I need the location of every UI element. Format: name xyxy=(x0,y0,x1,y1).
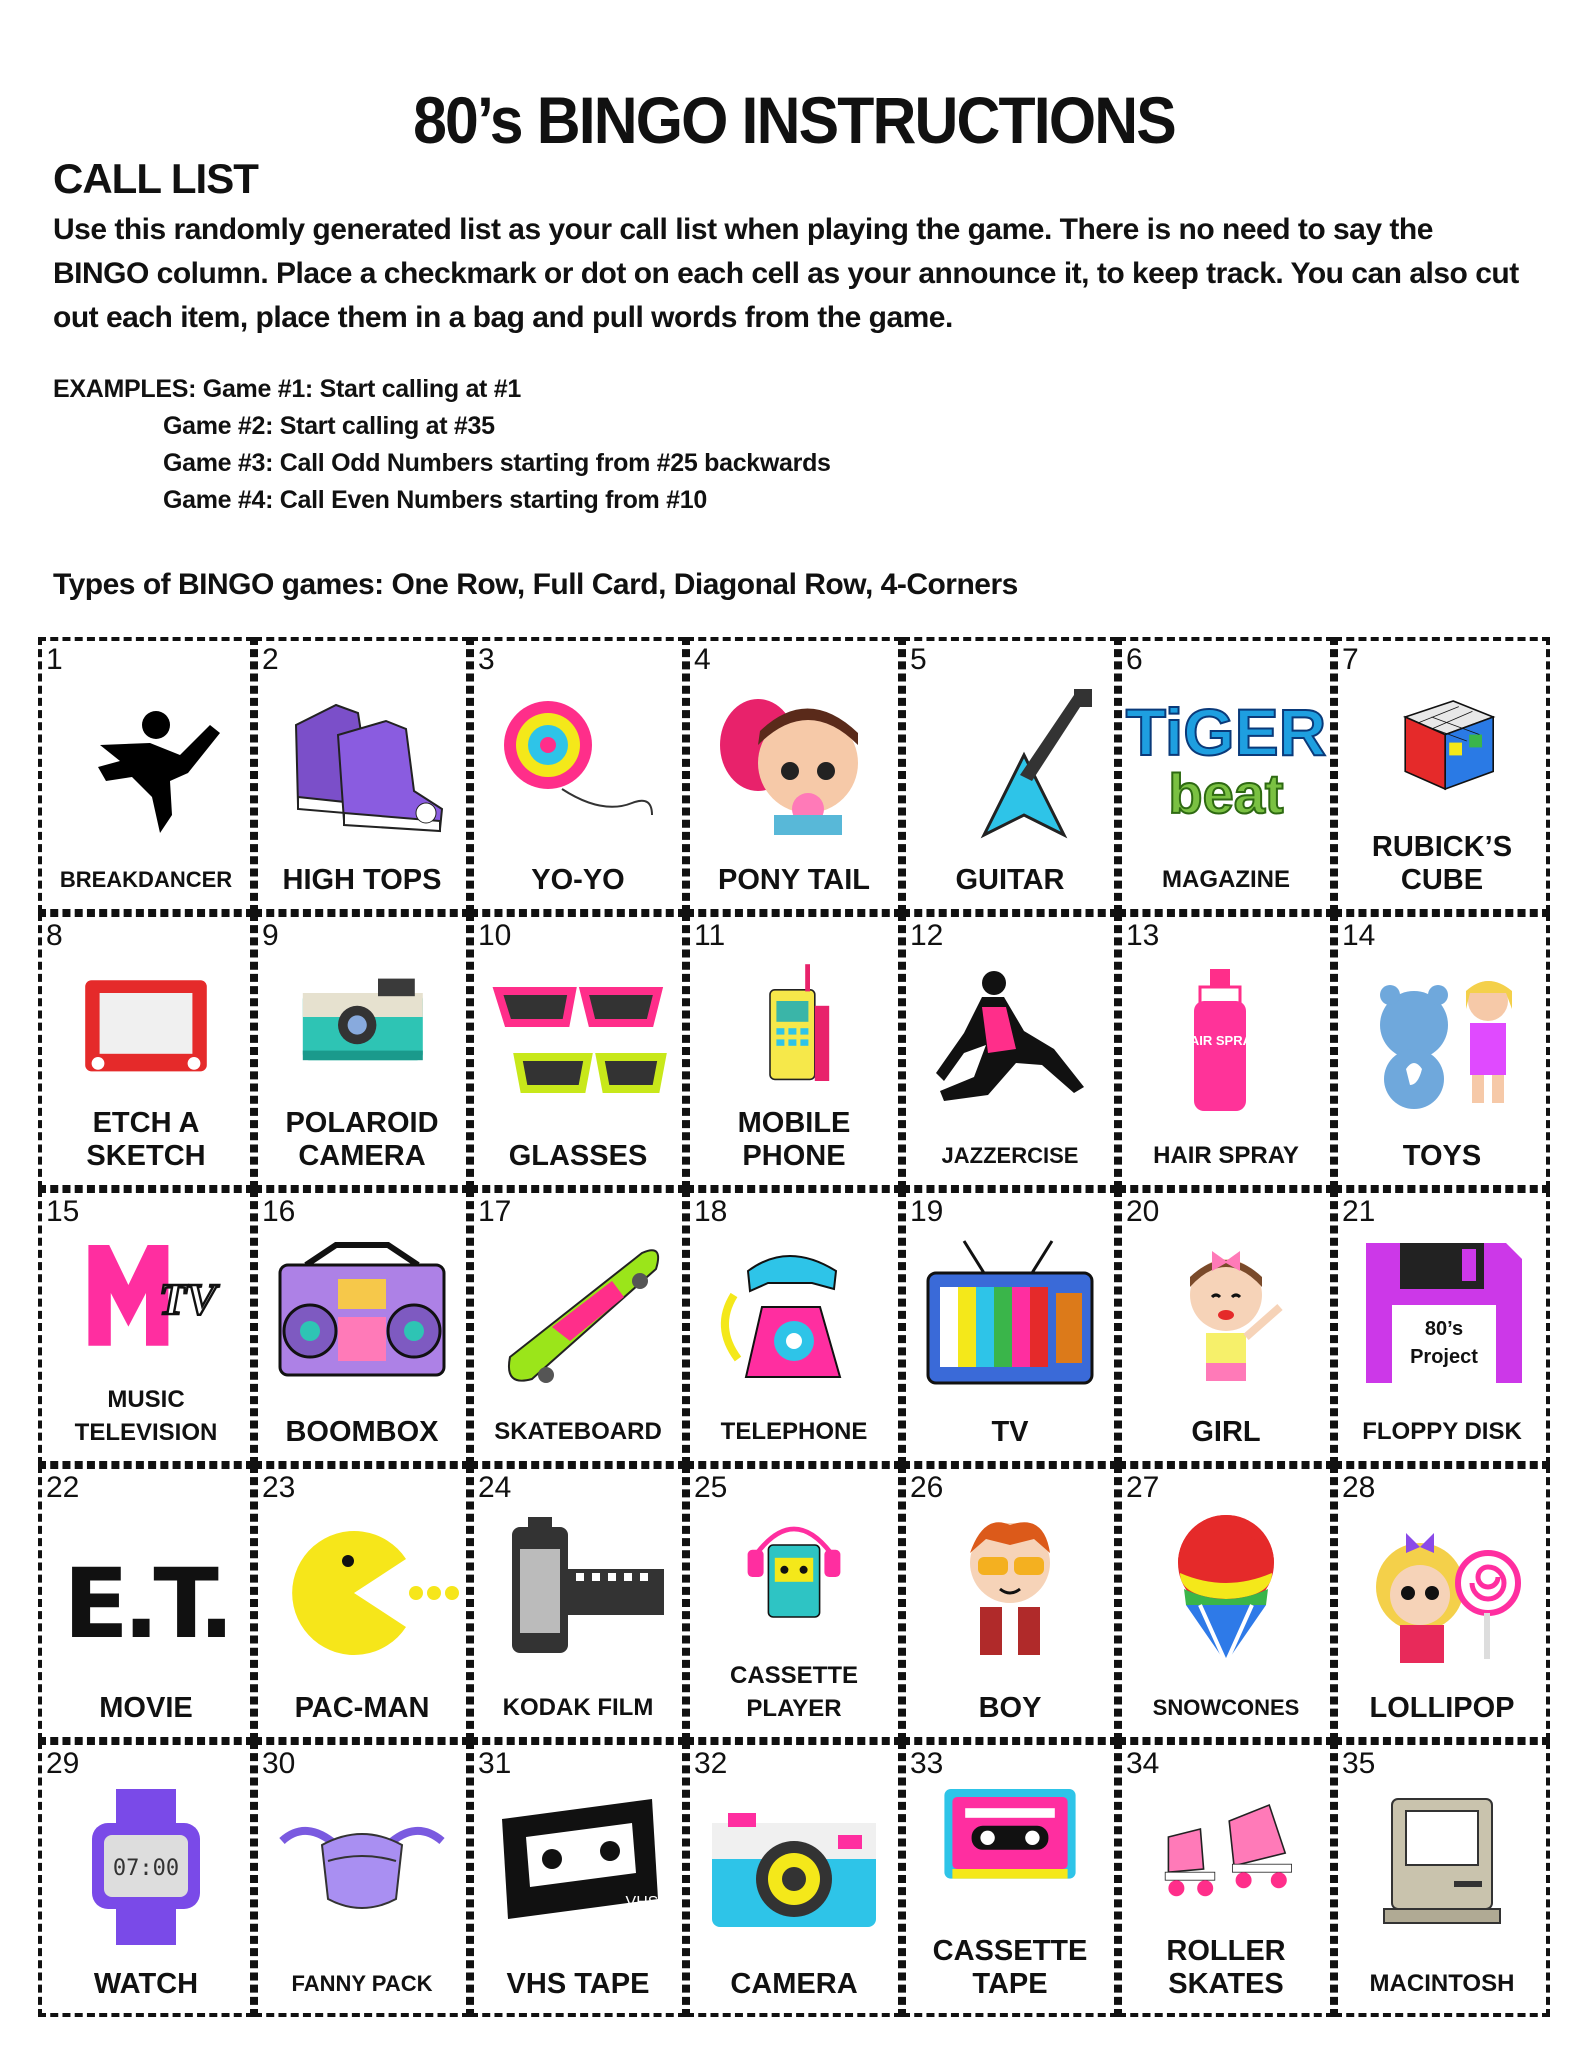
cassette-player-icon xyxy=(708,1513,880,1633)
cell-number: 26 xyxy=(910,1471,944,1504)
bingo-cell xyxy=(1118,913,1334,1189)
bingo-cell xyxy=(1334,1741,1550,2017)
cell-label: ETCH A SKETCH xyxy=(86,1107,206,1172)
cell-label: GIRL xyxy=(1191,1416,1261,1448)
svg-text:HAIR SPRAY: HAIR SPRAY xyxy=(1180,1033,1260,1048)
cell-label: FANNY PACK xyxy=(291,1971,433,1996)
hair-spray-icon xyxy=(1140,961,1312,1111)
telephone-icon xyxy=(708,1237,880,1387)
intro-paragraph: Use this randomly generated list as your call list when playing the game. There is no need to say the BINGO column. Place a checkmark or dot on each cell as your announce it, to keep track. You can also cut out each item, place them in a bag and pull words from the game. xyxy=(53,213,1519,334)
cell-label: SKATEBOARD xyxy=(494,1418,662,1445)
bingo-cell xyxy=(1334,1465,1550,1741)
cell-number: 30 xyxy=(262,1747,296,1780)
cell-number: 20 xyxy=(1126,1195,1160,1228)
bingo-cell xyxy=(686,913,902,1189)
cell-number: 3 xyxy=(478,643,495,676)
cell-label: VHS TAPE xyxy=(506,1968,650,2000)
floppy-disk-icon xyxy=(1356,1237,1528,1387)
toys-icon xyxy=(1356,961,1528,1111)
bingo-cell xyxy=(38,913,254,1189)
cell-number: 28 xyxy=(1342,1471,1376,1504)
cell-label: JAZZERCISE xyxy=(941,1143,1079,1168)
cell-label: PONY TAIL xyxy=(718,864,870,896)
cell-label: PAC-MAN xyxy=(294,1692,430,1724)
bingo-cell xyxy=(470,1465,686,1741)
bingo-cell xyxy=(254,1189,470,1465)
cell-label: MUSIC TELEVISION xyxy=(74,1386,218,1446)
cell-label: SNOWCONES xyxy=(1152,1695,1300,1720)
cell-number: 33 xyxy=(910,1747,944,1780)
cell-number: 15 xyxy=(46,1195,80,1228)
example-line: Game #4: Call Even Numbers starting from #10 xyxy=(163,486,707,514)
cell-number: 29 xyxy=(46,1747,80,1780)
bingo-cell xyxy=(1334,1189,1550,1465)
cell-label: MACINTOSH xyxy=(1369,1970,1515,1997)
bingo-cell xyxy=(686,1741,902,2017)
cell-label: BOOMBOX xyxy=(285,1416,439,1448)
fanny-pack-icon xyxy=(276,1789,448,1939)
bingo-cell xyxy=(38,1741,254,2017)
bingo-cell xyxy=(1118,1189,1334,1465)
cell-label: BOY xyxy=(978,1692,1042,1724)
cell-label: CAMERA xyxy=(730,1968,858,2000)
bingo-cell xyxy=(38,637,254,913)
cell-number: 7 xyxy=(1342,643,1359,676)
polaroid-camera-icon xyxy=(276,961,448,1081)
svg-text:beat: beat xyxy=(1168,762,1284,825)
bingo-cell xyxy=(38,1465,254,1741)
cell-label: WATCH xyxy=(93,1968,199,2000)
watch-icon xyxy=(60,1789,232,1939)
bingo-cell xyxy=(254,1741,470,2017)
tv-icon xyxy=(924,1237,1096,1387)
cell-label: TV xyxy=(991,1416,1029,1448)
cell-number: 18 xyxy=(694,1195,728,1228)
bingo-cell xyxy=(1118,1741,1334,2017)
bingo-cell xyxy=(470,913,686,1189)
boy-icon xyxy=(924,1513,1096,1663)
lollipop-icon xyxy=(1356,1513,1528,1663)
bingo-call-grid xyxy=(38,637,1550,2017)
bingo-cell xyxy=(686,1465,902,1741)
cell-label: YO-YO xyxy=(531,864,625,896)
magazine-icon xyxy=(1125,685,1327,835)
cell-label: GLASSES xyxy=(508,1140,648,1172)
roller-skates-icon xyxy=(1140,1789,1312,1909)
bingo-cell xyxy=(686,1189,902,1465)
cell-label: KODAK FILM xyxy=(502,1694,654,1721)
bingo-cell xyxy=(254,1465,470,1741)
cell-number: 21 xyxy=(1342,1195,1376,1228)
bingo-cell xyxy=(902,913,1118,1189)
cell-number: 16 xyxy=(262,1195,296,1228)
etch-a-sketch-icon xyxy=(60,961,232,1081)
pac-man-icon xyxy=(276,1513,448,1663)
camera-icon xyxy=(708,1789,880,1939)
bingo-cell xyxy=(254,913,470,1189)
cell-label: CASSETTE PLAYER xyxy=(729,1662,858,1722)
example-line: EXAMPLES: Game #1: Start calling at #1 xyxy=(53,375,521,403)
girl-icon xyxy=(1140,1237,1312,1387)
example-line: Game #3: Call Odd Numbers starting from #25 backwards xyxy=(163,449,831,477)
cell-number: 13 xyxy=(1126,919,1160,952)
cell-number: 8 xyxy=(46,919,63,952)
cell-number: 2 xyxy=(262,643,279,676)
cell-number: 31 xyxy=(478,1747,512,1780)
svg-text:80’s: 80’s xyxy=(1424,1318,1464,1340)
bingo-cell xyxy=(254,637,470,913)
example-line: Game #2: Start calling at #35 xyxy=(163,412,495,440)
cell-number: 12 xyxy=(910,919,944,952)
cell-label: ROLLER SKATES xyxy=(1166,1935,1286,2000)
cell-number: 4 xyxy=(694,643,711,676)
svg-text:E.T.: E.T. xyxy=(63,1548,229,1660)
skateboard-icon xyxy=(492,1237,664,1387)
cell-label: LOLLIPOP xyxy=(1369,1692,1515,1724)
mobile-phone-icon xyxy=(708,961,880,1081)
bingo-cell xyxy=(902,1465,1118,1741)
kodak-film-icon xyxy=(492,1513,664,1663)
cell-number: 17 xyxy=(478,1195,512,1228)
bingo-cell xyxy=(686,637,902,913)
bingo-cell xyxy=(1334,637,1550,913)
bingo-cell xyxy=(470,1741,686,2017)
cell-label: FLOPPY DISK xyxy=(1362,1418,1522,1445)
bingo-cell xyxy=(470,637,686,913)
cell-number: 19 xyxy=(910,1195,944,1228)
macintosh-icon xyxy=(1356,1789,1528,1939)
cell-number: 27 xyxy=(1126,1471,1160,1504)
cell-number: 10 xyxy=(478,919,512,952)
svg-text:TiGER: TiGER xyxy=(1125,695,1327,769)
svg-text:Project: Project xyxy=(1410,1346,1478,1368)
cell-number: 32 xyxy=(694,1747,728,1780)
jazzercise-icon xyxy=(924,961,1096,1111)
cell-label: GUITAR xyxy=(955,864,1065,896)
vhs-tape-icon xyxy=(492,1789,664,1939)
bingo-cell xyxy=(1118,637,1334,913)
cell-number: 14 xyxy=(1342,919,1376,952)
cassette-tape-icon xyxy=(924,1789,1096,1909)
cell-label: CASSETTE TAPE xyxy=(932,1935,1088,2000)
bingo-cell xyxy=(470,1189,686,1465)
pony-tail-icon xyxy=(708,685,880,835)
bingo-cell xyxy=(1334,913,1550,1189)
cell-number: 22 xyxy=(46,1471,80,1504)
mtv-icon xyxy=(60,1237,232,1357)
cell-number: 24 xyxy=(478,1471,512,1504)
bingo-cell xyxy=(902,1741,1118,2017)
cell-number: 34 xyxy=(1126,1747,1160,1780)
cell-label: RUBICK’S CUBE xyxy=(1371,831,1513,896)
boombox-icon xyxy=(276,1237,448,1387)
call-list-heading: CALL LIST xyxy=(53,155,258,202)
game-types: Types of BINGO games: One Row, Full Card, Diagonal Row, 4-Corners xyxy=(53,568,1018,601)
cell-label: HIGH TOPS xyxy=(282,864,442,896)
guitar-icon xyxy=(924,685,1096,835)
cell-number: 35 xyxy=(1342,1747,1376,1780)
glasses-icon xyxy=(492,961,664,1111)
cell-number: 23 xyxy=(262,1471,296,1504)
bingo-cell xyxy=(902,637,1118,913)
cell-number: 11 xyxy=(694,919,726,952)
bingo-cell xyxy=(902,1189,1118,1465)
cell-label: MOBILE PHONE xyxy=(737,1107,851,1172)
cell-number: 5 xyxy=(910,643,927,676)
svg-text:07:00: 07:00 xyxy=(112,1856,180,1881)
cell-label: MOVIE xyxy=(99,1692,193,1724)
cell-number: 25 xyxy=(694,1471,728,1504)
cell-number: 9 xyxy=(262,919,279,952)
movie-icon xyxy=(60,1513,232,1663)
page-title: 80’s BINGO INSTRUCTIONS xyxy=(413,83,1175,157)
cell-label: BREAKDANCER xyxy=(59,867,233,892)
svg-text:VHS: VHS xyxy=(625,1894,659,1911)
cell-label: TOYS xyxy=(1402,1140,1482,1172)
svg-text:TV: TV xyxy=(158,1273,217,1324)
cell-label: MAGAZINE xyxy=(1162,866,1290,893)
high-tops-icon xyxy=(276,685,448,835)
cell-label: TELEPHONE xyxy=(720,1418,868,1445)
bingo-cell xyxy=(1118,1465,1334,1741)
breakdancer-icon xyxy=(60,685,232,835)
cell-label: POLAROID CAMERA xyxy=(285,1107,439,1172)
cell-number: 6 xyxy=(1126,643,1143,676)
cell-number: 1 xyxy=(46,643,63,676)
rubiks-cube-icon xyxy=(1356,685,1528,805)
snowcone-icon xyxy=(1140,1513,1312,1663)
yo-yo-icon xyxy=(492,685,664,835)
cell-label: HAIR SPRAY xyxy=(1153,1142,1299,1169)
bingo-cell xyxy=(38,1189,254,1465)
